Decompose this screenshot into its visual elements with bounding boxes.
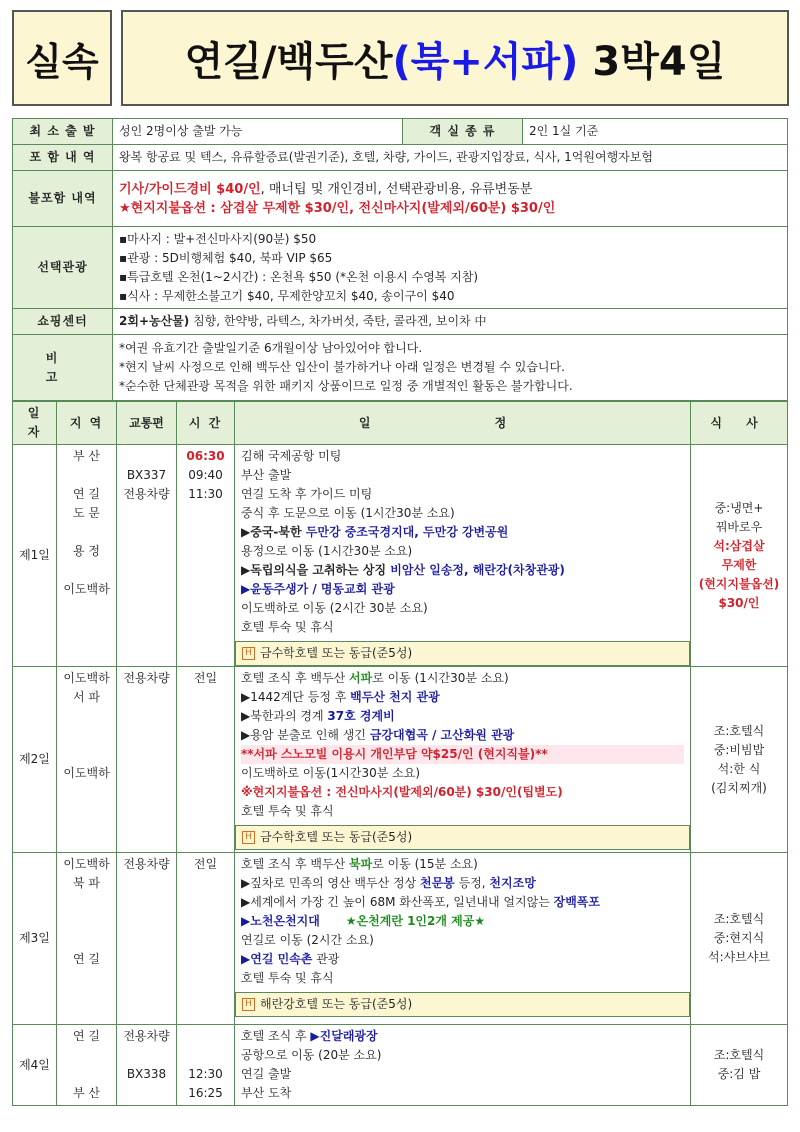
day-itinerary	[235, 853, 691, 1025]
meal: 석:샤브샤브	[707, 950, 770, 964]
col-time: 시 간	[177, 402, 235, 445]
itinerary-line: 부산 도착	[241, 1086, 292, 1100]
transport: BX337	[126, 468, 167, 482]
text: ▶북한과의 경계	[241, 709, 328, 723]
day-row-1	[13, 445, 788, 667]
min-depart-label: 최 소 출 발	[13, 119, 113, 145]
shopping-value	[113, 309, 788, 335]
highlight: 천지조망	[489, 876, 536, 890]
itinerary-line: ▶윤동주생가 / 명동교회 관광	[241, 582, 395, 596]
header-title	[121, 10, 789, 106]
excluded-option: ★현지지불옵션 : 삼겹살 무제한 $30/인, 전신마사지(발제외/60분) $30/인	[119, 200, 556, 216]
optional-item: ▪마사지 : 발+전신마사지(90분) $50	[119, 231, 317, 246]
bullet-text: ▶독립의식을 고취하는 상징	[241, 563, 391, 577]
meal: 조:호텔식	[713, 1048, 765, 1062]
region	[63, 893, 110, 912]
day-meals	[691, 853, 788, 1025]
transport: BX338	[126, 1067, 167, 1081]
header-tag-text: 실속	[25, 39, 99, 84]
hotel-name: 해란강호텔 또는 동급(준5성)	[260, 997, 413, 1011]
col-itinerary: 일 정	[235, 402, 691, 445]
shopping-items: 침향, 한약방, 라텍스, 차가버섯, 죽탄, 콜라겐, 보이차 中	[189, 314, 487, 328]
itinerary-line: 호텔 투숙 및 휴식	[241, 804, 334, 818]
region	[63, 1046, 110, 1065]
itinerary-line	[241, 669, 684, 688]
schedule-table	[12, 401, 788, 1106]
day-transport	[117, 445, 177, 667]
day-label: 제4일	[13, 1025, 57, 1106]
text: 관광	[312, 952, 340, 966]
region: 이도백하	[63, 582, 110, 596]
day-row-2	[13, 667, 788, 853]
meal: 꿔바로우	[715, 519, 763, 534]
region: 용 정	[73, 544, 100, 558]
region	[63, 912, 110, 931]
itinerary-line	[241, 561, 684, 580]
meal: 중:냉면+	[714, 500, 764, 515]
hotel-name: 금수학호텔 또는 동급(준5성)	[260, 646, 413, 660]
region: 이도백하	[63, 766, 110, 780]
day-times	[177, 1025, 235, 1106]
region	[63, 523, 110, 542]
time: 16:25	[188, 1086, 223, 1100]
title-suffix: 3박4일	[578, 38, 726, 85]
col-transport: 교통편	[117, 402, 177, 445]
itinerary-line	[241, 912, 684, 931]
highlight: 비암산 일송정, 해란강(차창관광)	[390, 563, 565, 577]
region	[63, 561, 110, 580]
shopping-label: 쇼핑센터	[13, 309, 113, 335]
day-meals	[691, 445, 788, 667]
region: 이도백하	[63, 857, 110, 871]
remarks-label: 비 고	[13, 335, 113, 401]
day-times	[177, 445, 235, 667]
text: 로 이동 (15분 소요)	[372, 857, 478, 871]
meal: 중:김 밥	[717, 1067, 761, 1081]
itinerary-line	[241, 707, 684, 726]
region	[63, 931, 110, 950]
hotel-icon: H	[242, 998, 255, 1011]
row-shopping	[13, 309, 788, 335]
itinerary-line: 호텔 투숙 및 휴식	[241, 971, 334, 985]
text: 호텔 조식 후	[241, 1029, 311, 1043]
title-highlight: (북+서파)	[392, 38, 579, 85]
col-day: 일 자	[13, 402, 57, 445]
optional-list	[113, 227, 788, 309]
highlight: ▶노천온천지대	[241, 914, 320, 928]
itinerary-line: 용정으로 이동 (1시간30분 소요)	[241, 544, 413, 558]
itinerary-line: 연길로 이동 (2시간 소요)	[241, 933, 374, 947]
meal: 석:삼겹살	[713, 538, 765, 553]
day-transport: 전용차량	[117, 853, 177, 1025]
day-time: 전일	[177, 667, 235, 853]
region: 연 길	[73, 487, 100, 501]
meal: (김치찌개)	[711, 780, 767, 795]
itinerary-line: 이도백하로 이동(1시간30분 소요)	[241, 766, 421, 780]
day-label: 제1일	[13, 445, 57, 667]
schedule-header	[13, 402, 788, 445]
time: 06:30	[186, 449, 225, 463]
itinerary-line: 공항으로 이동 (20분 소요)	[241, 1048, 382, 1062]
day-label: 제2일	[13, 667, 57, 853]
day-regions	[57, 667, 117, 853]
highlight: 금강대협곡 / 고산화원 관광	[369, 728, 515, 742]
itinerary-line	[241, 726, 684, 745]
highlight: 백두산 천지 관광	[350, 690, 440, 704]
itinerary-line: 김해 국제공항 미팅	[241, 449, 342, 463]
time: 12:30	[188, 1067, 223, 1081]
day-meals	[691, 1025, 788, 1106]
hotel-box	[235, 992, 690, 1017]
region	[63, 1065, 110, 1084]
itinerary-line: 호텔 투숙 및 휴식	[241, 620, 334, 634]
day-regions	[57, 445, 117, 667]
info-table	[12, 118, 788, 401]
day-row-3	[13, 853, 788, 1025]
col-region: 지 역	[57, 402, 117, 445]
optional-item: ▪관광 : 5D비행체험 $40, 북파 VIP $65	[119, 250, 333, 265]
itinerary-line	[241, 855, 684, 874]
itinerary-line	[241, 688, 684, 707]
meal: $30/인	[718, 595, 760, 610]
room-value: 2인 1실 기준	[523, 119, 788, 145]
hotel-icon: H	[242, 831, 255, 844]
transport: 전용차량	[123, 1029, 170, 1043]
transport	[123, 447, 170, 466]
row-included	[13, 145, 788, 171]
itinerary-line: ※현지지불옵션 : 전신마사지(발제외/60분) $30/인(팁별도)	[241, 785, 563, 799]
hotel-box	[235, 825, 690, 850]
shopping-count: 2회+농산물)	[119, 314, 190, 328]
transport	[123, 1046, 170, 1065]
region: 연 길	[73, 1029, 100, 1043]
day-meals	[691, 667, 788, 853]
excluded-guide-fee: 기사/가이드경비 $40/인	[119, 181, 261, 197]
day-regions	[57, 853, 117, 1025]
region	[63, 726, 110, 745]
day-transport: 전용차량	[117, 667, 177, 853]
highlight: 장백폭포	[553, 895, 600, 909]
hotel-icon: H	[242, 647, 255, 660]
text: ▶짚차로 민족의 영산 백두산 정상	[241, 876, 420, 890]
itinerary-line	[241, 950, 684, 969]
text: 호텔 조식 후 백두산	[241, 671, 349, 685]
bullet-text: ▶중국-북한	[241, 525, 306, 539]
time	[183, 1027, 228, 1046]
day-transport	[117, 1025, 177, 1106]
meal: 조:호텔식	[713, 723, 765, 738]
highlight: ▶진달래광장	[310, 1029, 378, 1043]
day-label: 제3일	[13, 853, 57, 1025]
time	[183, 1046, 228, 1065]
remark: *여권 유효기간 출발일기준 6개월이상 남아있어야 합니다.	[119, 341, 423, 355]
min-depart-value: 성인 2명이상 출발 가능	[113, 119, 403, 145]
region: 이도백하	[63, 671, 110, 685]
region: 부 산	[73, 449, 100, 463]
optional-item: ▪특급호텔 온천(1~2시간) : 온천욕 $50 (*온천 이용시 수영복 지참)	[119, 269, 479, 284]
title-prefix: 연길/백두산	[184, 38, 393, 85]
itinerary-line: 연길 도착 후 가이드 미팅	[241, 487, 373, 501]
excluded-label: 불포함 내역	[13, 171, 113, 227]
itinerary-line: 중식 후 도문으로 이동 (1시간30분 소요)	[241, 506, 455, 520]
region: 연 길	[73, 952, 100, 966]
day-row-4	[13, 1025, 788, 1106]
itinerary-line	[241, 523, 684, 542]
region	[63, 707, 110, 726]
row-excluded	[13, 171, 788, 227]
itinerary-line: 이도백하로 이동 (2시간 30분 소요)	[241, 601, 428, 615]
highlight: 서파	[349, 671, 373, 685]
day-itinerary	[235, 445, 691, 667]
itinerary-line	[241, 1027, 684, 1046]
day-itinerary	[235, 667, 691, 853]
itinerary-line	[241, 874, 684, 893]
highlight: 37호 경계비	[327, 709, 395, 723]
meal: 무제한	[721, 557, 757, 572]
transport: 전용차량	[123, 487, 170, 501]
meal: 조:호텔식	[713, 912, 765, 926]
remark: *현지 날씨 사정으로 인해 백두산 입산이 불가하거나 아래 일정은 변경될 수 있습니다.	[119, 360, 565, 374]
text: ▶세계에서 가장 긴 높이 68M 화산폭포, 일년내내 얼지않는	[241, 895, 554, 909]
day-regions	[57, 1025, 117, 1106]
day-time: 전일	[177, 853, 235, 1025]
itinerary-line: 부산 출발	[241, 468, 292, 482]
header-tag	[12, 10, 112, 106]
hotel-name: 금수학호텔 또는 동급(준5성)	[260, 830, 413, 844]
row-optional	[13, 227, 788, 309]
included-value: 왕복 항공료 및 텍스, 유류할증료(발권기준), 호텔, 차량, 가이드, 관광지입장료, 식사, 1억원여행자보험	[113, 145, 788, 171]
text: ▶1442계단 등정 후	[241, 690, 351, 704]
optional-item: ▪식사 : 무제한소불고기 $40, 무제한양꼬치 $40, 송이구이 $40	[119, 288, 455, 303]
highlight: 북파	[349, 857, 373, 871]
highlight: ▶연길 민속촌	[241, 952, 313, 966]
remarks-list	[113, 335, 788, 401]
region: 도 문	[73, 506, 100, 520]
day-itinerary	[235, 1025, 691, 1106]
text: 로 이동 (1시간30분 소요)	[372, 671, 509, 685]
optional-label: 선택관광	[13, 227, 113, 309]
region	[63, 466, 110, 485]
highlight: ★온천계란 1인2개 제공★	[345, 914, 486, 928]
meal: 중:현지식	[713, 931, 765, 945]
excluded-value	[113, 171, 788, 227]
itinerary-line	[241, 893, 684, 912]
meal: (현지지불옵션)	[698, 576, 780, 591]
time: 11:30	[188, 487, 223, 501]
time: 09:40	[188, 468, 223, 482]
meal: 석:한 식	[717, 761, 761, 776]
region	[63, 745, 110, 764]
itinerary-line: 연길 출발	[241, 1067, 292, 1081]
highlight: 두만강 중조국경지대, 두만강 강변공원	[305, 525, 509, 539]
room-label: 객 실 종 류	[403, 119, 523, 145]
region: 서 파	[73, 690, 100, 704]
excluded-rest: , 매너팁 및 개인경비, 선택관광비용, 유류변동분	[260, 181, 533, 197]
meal: 중:비빔밥	[713, 742, 765, 757]
row-min-depart	[13, 119, 788, 145]
region: 북 파	[73, 876, 100, 890]
hotel-box	[235, 641, 690, 666]
region: 부 산	[73, 1086, 100, 1100]
included-label: 포 함 내 역	[13, 145, 113, 171]
text: 등정,	[454, 876, 490, 890]
row-remarks	[13, 335, 788, 401]
highlight: 천문봉	[420, 876, 455, 890]
text: ▶용암 분출로 인해 생긴	[241, 728, 370, 742]
remark: *순수한 단체관광 목적을 위한 패키지 상품이므로 일정 중 개별적인 활동은 불가합니다.	[119, 379, 573, 393]
text: 호텔 조식 후 백두산	[241, 857, 349, 871]
col-meals: 식 사	[691, 402, 788, 445]
itinerary-line: **서파 스노모빌 이용시 개인부담 약$25/인 (현지직불)**	[241, 745, 684, 764]
